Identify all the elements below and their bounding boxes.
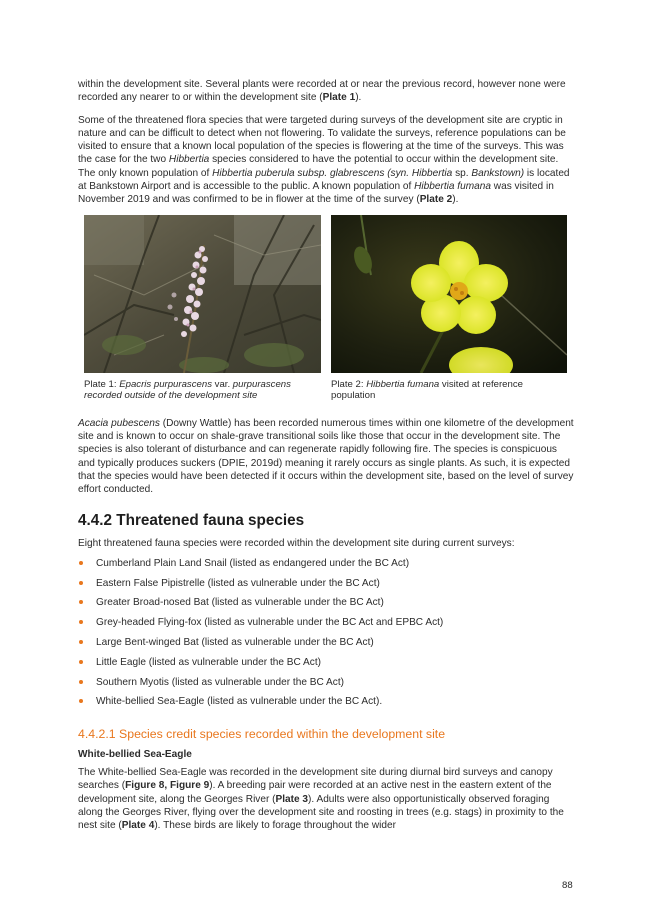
bullet-icon — [79, 600, 83, 604]
document-page — [78, 78, 574, 832]
list-item: White-bellied Sea-Eagle (listed as vulnerable under the BC Act). — [78, 695, 574, 708]
list-item: Greater Broad-nosed Bat (listed as vulnerable under the BC Act) — [78, 596, 574, 609]
plate-2 — [331, 215, 567, 402]
plate-2-photo — [331, 215, 567, 373]
bullet-icon — [79, 620, 83, 624]
paragraph-reference-populations: Some of the threatened flora species that were targeted during surveys of the development site are cryptic in nature and can be difficult to detect when not flowering. To validate the surveys, reference populations can be visited to ensure that a known local population of the species is flowering at the time of the surveys. This was the case for the two Hibbertia species considered to have the potential to occur within the development site. The only known population of Hibbertia puberula subsp. glabrescens (syn. Hibbertia sp. Bankstown) is located at Bankstown Airport and is accessible to the public. A known population of Hibbertia fumana was visited in November 2019 and was confirmed to be in flower at the time of the survey (Plate 2). — [78, 114, 570, 206]
list-item: Grey-headed Flying-fox (listed as vulnerable under the BC Act and EPBC Act) — [78, 616, 574, 629]
bullet-icon — [79, 660, 83, 664]
section-heading-fauna: 4.4.2 Threatened fauna species — [78, 512, 305, 530]
paragraph-previous-record: within the development site. Several plants were recorded at or near the previous record, however none were recorded any nearer to or within the development site (Plate 1). — [78, 79, 566, 104]
paragraph-sea-eagle: The White-bellied Sea-Eagle was recorded in the development site during diurnal bird surveys and canopy searches (Figure 8, Figure 9). A breeding pair were recorded at an active nest in the eastern extent of the development site, along the Georges River (Plate 3). Adults were also opportunistically observed foraging along the Georges River, flying over the development site and roosting in trees (e.g. stags) in proximity to the nest site (Plate 4). These birds are likely to forage throughout the wider — [78, 766, 564, 832]
plates-row — [78, 215, 574, 413]
paragraph-acacia: Acacia pubescens (Downy Wattle) has been recorded numerous times within one kilometre of the development site and is known to occur on shale-grave transitional soils like those that occur in the development site. The species is also tolerant of disturbance and can regenerate rapidly following fire. The species is conspicuous and typically produces suckers (DPIE, 2019d) meaning it rarely occurs as single plants. As such, it is expected that the species would have been detected if it occurs within the development site, based on the level of survey effort conducted. — [78, 417, 574, 496]
bullet-icon — [79, 699, 83, 703]
bullet-icon — [79, 680, 83, 684]
bullet-icon — [79, 640, 83, 644]
list-item: Large Bent-winged Bat (listed as vulnerable under the BC Act) — [78, 636, 574, 649]
species-subheading: White-bellied Sea-Eagle — [78, 748, 192, 760]
list-item: Little Eagle (listed as vulnerable under the BC Act) — [78, 656, 574, 669]
fauna-intro: Eight threatened fauna species were recorded within the development site during current surveys: — [78, 538, 515, 550]
subsection-heading: 4.4.2.1 Species credit species recorded within the development site — [78, 726, 446, 741]
plate-1-caption: Plate 1: Epacris purpurascens var. purpurascens recorded outside of the development site — [84, 378, 291, 402]
plate-1 — [84, 215, 321, 402]
species-list — [78, 557, 574, 709]
list-item: Southern Myotis (listed as vulnerable under the BC Act) — [78, 676, 574, 689]
list-item: Eastern False Pipistrelle (listed as vulnerable under the BC Act) — [78, 577, 574, 590]
bullet-icon — [79, 581, 83, 585]
plate-1-photo — [84, 215, 321, 373]
bullet-icon — [79, 561, 83, 565]
page-number: 88 — [562, 880, 573, 891]
plate-2-caption: Plate 2: Hibbertia fumana visited at reference population — [331, 378, 523, 402]
list-item: Cumberland Plain Land Snail (listed as endangered under the BC Act) — [78, 557, 574, 570]
